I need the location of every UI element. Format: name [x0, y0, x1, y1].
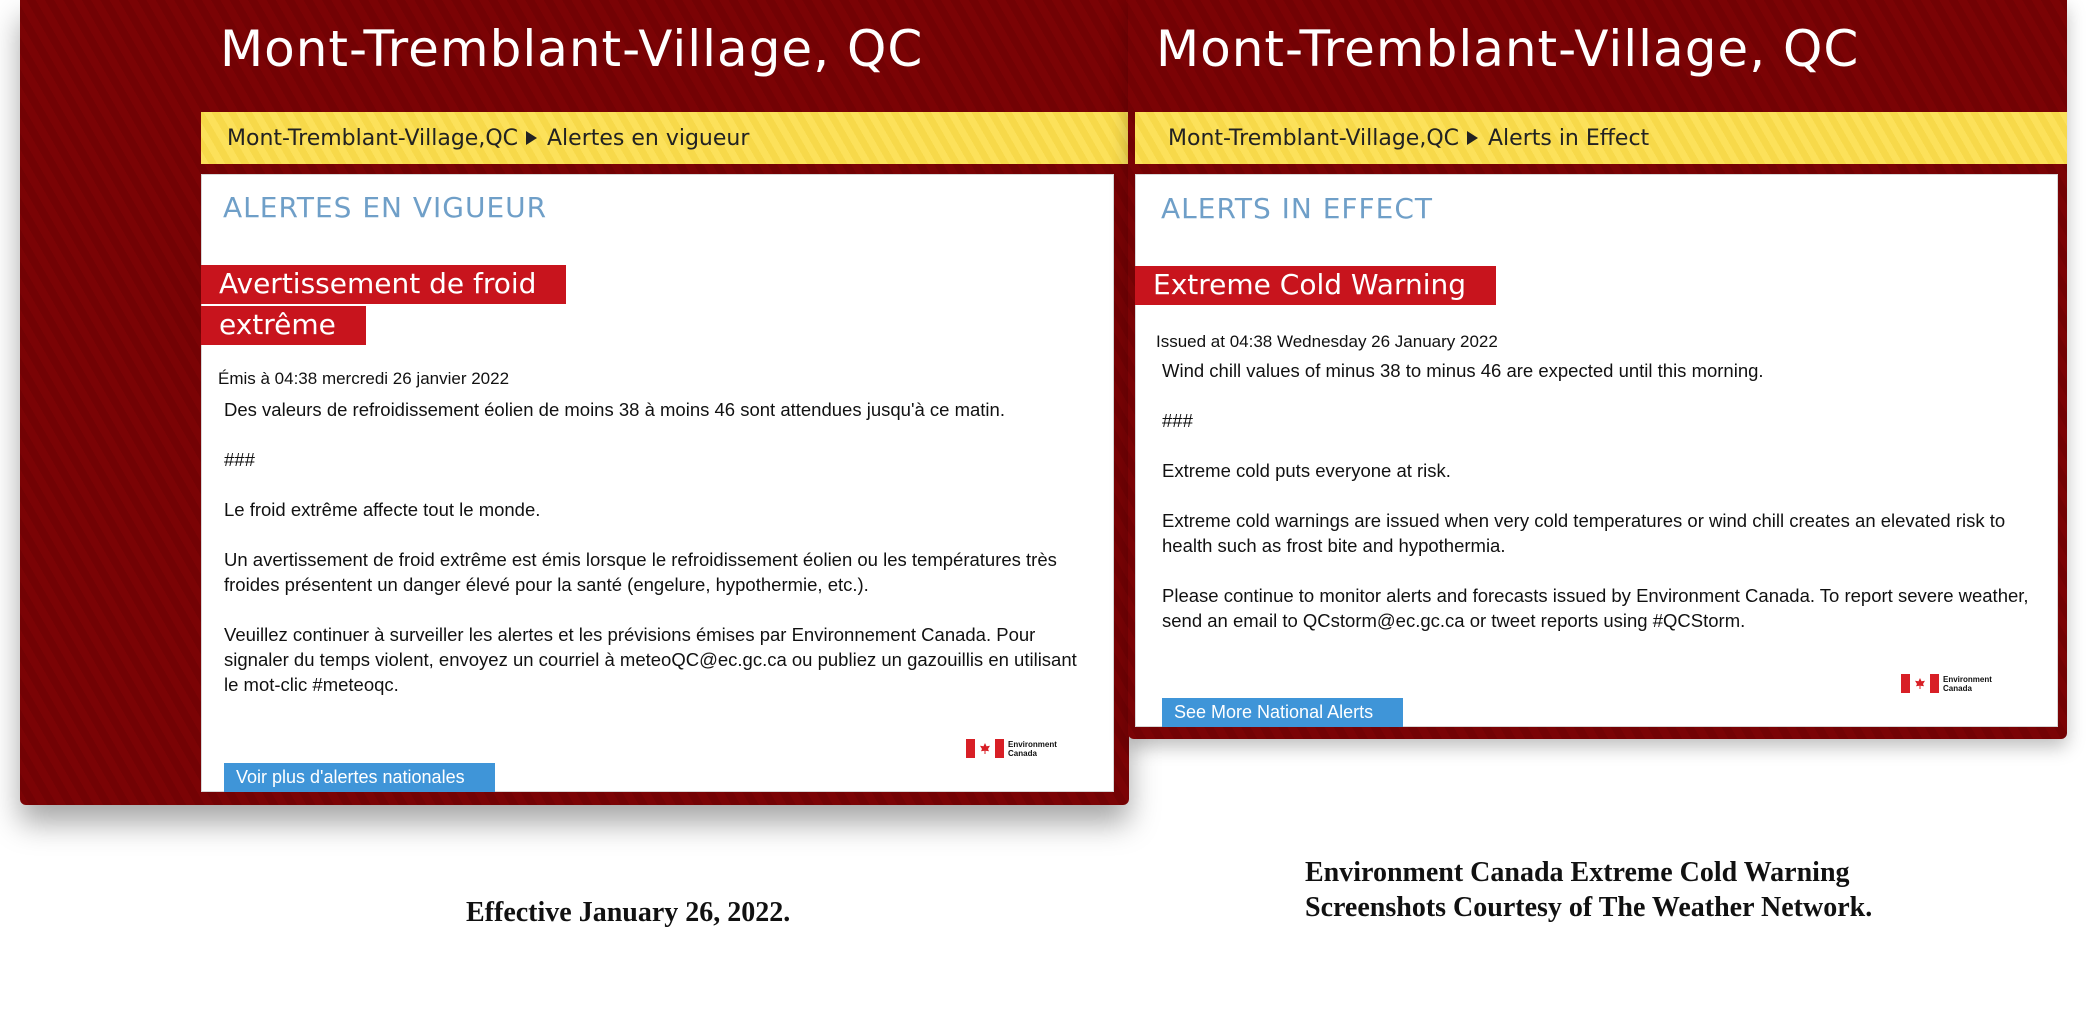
- alert-name-line1: Avertissement de froid: [201, 265, 566, 304]
- section-title: ALERTES EN VIGUEUR: [223, 191, 548, 224]
- alert-card: [201, 174, 1114, 792]
- environment-canada-logo: [966, 739, 1057, 758]
- alert-name-text: Extreme Cold Warning: [1135, 266, 1496, 305]
- breadcrumb-arrow-icon: [1467, 131, 1478, 145]
- alert-paragraph: Des valeurs de refroidissement éolien de moins 38 à moins 46 sont attendues jusqu'à ce matin.: [224, 399, 1005, 420]
- logo-text-line2: Canada: [1008, 748, 1037, 758]
- credit-caption-line1: Environment Canada Extreme Cold Warning: [1305, 857, 1850, 888]
- issued-timestamp: Émis à 04:38 mercredi 26 janvier 2022: [218, 369, 510, 388]
- alert-card: [1135, 174, 2058, 727]
- issued-timestamp: Issued at 04:38 Wednesday 26 January 2022: [1156, 332, 1498, 351]
- alert-paragraph: Extreme cold puts everyone at risk.: [1162, 460, 1451, 481]
- credit-caption: [1305, 855, 1872, 925]
- alert-body: [1162, 358, 2032, 658]
- alert-paragraph: ###: [224, 449, 255, 470]
- alert-paragraph: Please continue to monitor alerts and forecasts issued by Environment Canada. To report severe weather, send an email to QCstorm@ec.gc.ca or tweet reports using #QCStorm.: [1162, 585, 2029, 631]
- more-national-alerts-button[interactable]: See More National Alerts: [1162, 698, 1403, 727]
- city-title: Mont-Tremblant-Village, QC: [220, 20, 924, 78]
- effective-date-caption: Effective January 26, 2022.: [466, 897, 791, 928]
- alert-body: [224, 397, 1084, 722]
- canada-flag-icon: [1901, 674, 1939, 693]
- breadcrumb-arrow-icon: [526, 131, 537, 145]
- breadcrumb: [201, 112, 1129, 164]
- breadcrumb-location-link[interactable]: Mont-Tremblant-Village,QC: [227, 125, 518, 151]
- section-title: ALERTS IN EFFECT: [1161, 192, 1433, 225]
- alert-name-badge: [1135, 264, 1496, 305]
- alert-paragraph: Extreme cold warnings are issued when very cold temperatures or wind chill creates an elevated risk to health such as frost bite and hypothermia.: [1162, 510, 2006, 556]
- french-alert-panel: [20, 0, 1129, 805]
- alert-name-badge: [201, 263, 566, 345]
- alert-paragraph: Un avertissement de froid extrême est émis lorsque le refroidissement éolien ou les températures très froides présentent un danger élevé pour la santé (engelure, hypothermie, etc.).: [224, 549, 1057, 595]
- alert-paragraph: Veuillez continuer à surveiller les alertes et les prévisions émises par Environnement Canada. Pour signaler du temps violent, envoyez un courriel à meteoQC@ec.gc.ca ou publiez un gazouillis en utilisant le mot-clic #meteoqc.: [224, 624, 1077, 695]
- canada-flag-icon: [966, 739, 1004, 758]
- more-national-alerts-button[interactable]: Voir plus d'alertes nationales: [224, 763, 495, 792]
- environment-canada-logo: [1901, 674, 1992, 693]
- breadcrumb-current: Alerts in Effect: [1488, 125, 1650, 151]
- logo-text-line1: Environment: [1008, 739, 1057, 749]
- alert-paragraph: Wind chill values of minus 38 to minus 46 are expected until this morning.: [1162, 360, 1764, 381]
- breadcrumb-location-link[interactable]: Mont-Tremblant-Village,QC: [1168, 125, 1459, 151]
- breadcrumb-current: Alertes en vigueur: [547, 125, 750, 151]
- alert-paragraph: ###: [1162, 410, 1193, 431]
- city-title: Mont-Tremblant-Village, QC: [1156, 20, 1860, 78]
- breadcrumb: [1135, 112, 2067, 164]
- alert-name-line2: extrême: [201, 306, 366, 345]
- credit-caption-line2: Screenshots Courtesy of The Weather Network.: [1305, 892, 1873, 923]
- alert-paragraph: Le froid extrême affecte tout le monde.: [224, 499, 541, 520]
- english-alert-panel: [1128, 0, 2067, 739]
- logo-text-line2: Canada: [1943, 683, 1972, 693]
- logo-text-line1: Environment: [1943, 674, 1992, 684]
